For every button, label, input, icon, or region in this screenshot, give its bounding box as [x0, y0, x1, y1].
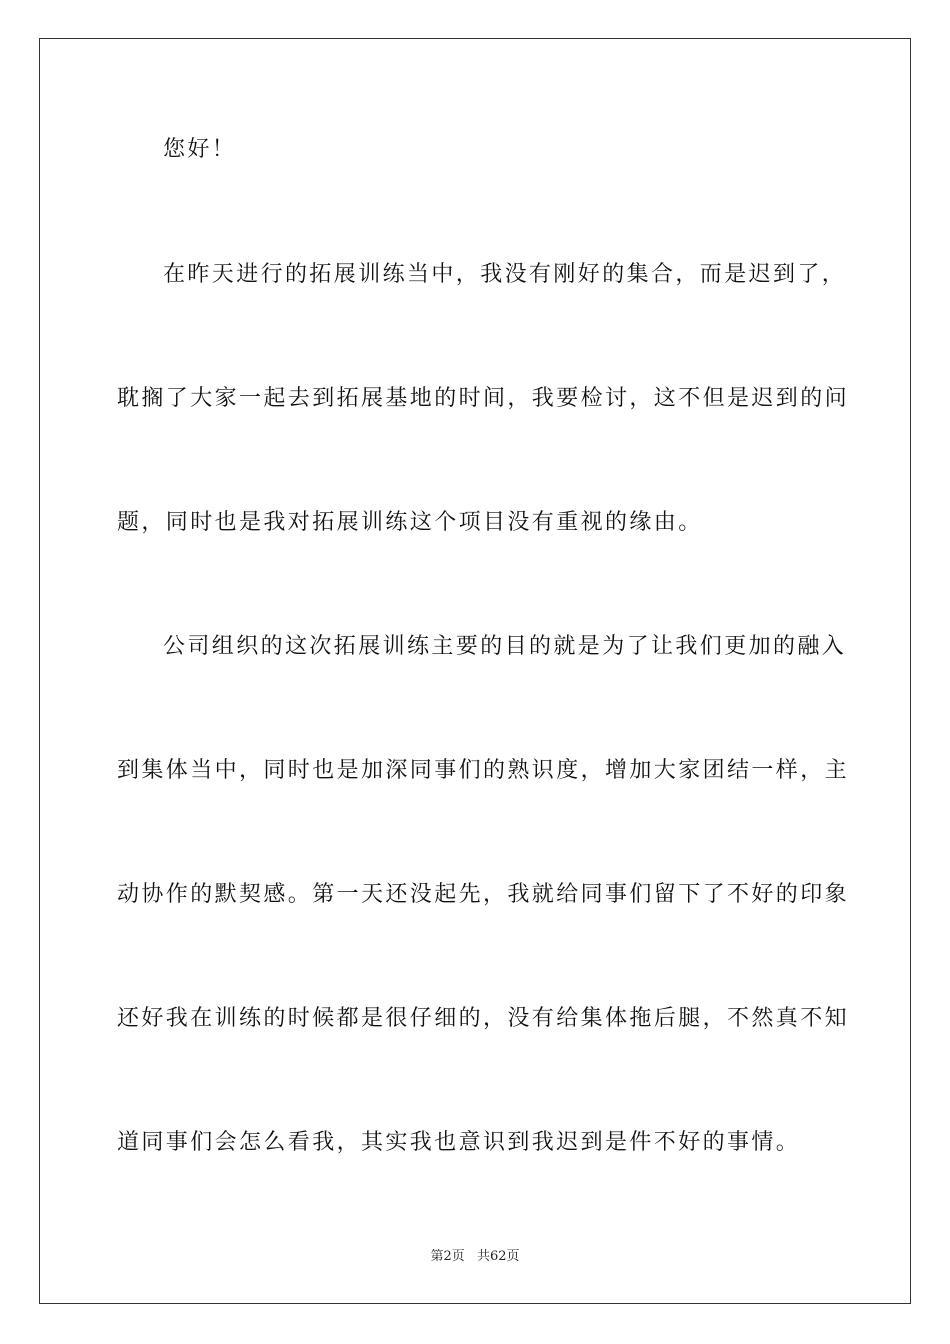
greeting-line: 您好！ — [163, 137, 237, 162]
page-border — [39, 38, 911, 1304]
body-text-line: 在昨天进行的拓展训练当中，我没有刚好的集合，而是迟到了， — [163, 262, 847, 287]
page-total: 共62页 — [476, 1249, 520, 1264]
body-text-line: 还好我在训练的时候都是很仔细的，没有给集体拖后腿，不然真不知 — [117, 1006, 850, 1031]
body-text-line: 题，同时也是我对拓展训练这个项目没有重视的缘由。 — [117, 510, 703, 535]
body-text-line: 公司组织的这次拓展训练主要的目的就是为了让我们更加的融入 — [163, 634, 847, 659]
body-text-line: 耽搁了大家一起去到拓展基地的时间，我要检讨，这不但是迟到的问 — [117, 386, 850, 411]
page-footer — [0, 1248, 950, 1266]
page-number: 第2页 — [430, 1249, 465, 1264]
body-text-line: 到集体当中，同时也是加深同事们的熟识度，增加大家团结一样，主 — [117, 758, 850, 783]
body-text-line: 动协作的默契感。第一天还没起先，我就给同事们留下了不好的印象 — [117, 882, 850, 907]
body-text-line: 道同事们会怎么看我，其实我也意识到我迟到是件不好的事情。 — [117, 1130, 801, 1155]
